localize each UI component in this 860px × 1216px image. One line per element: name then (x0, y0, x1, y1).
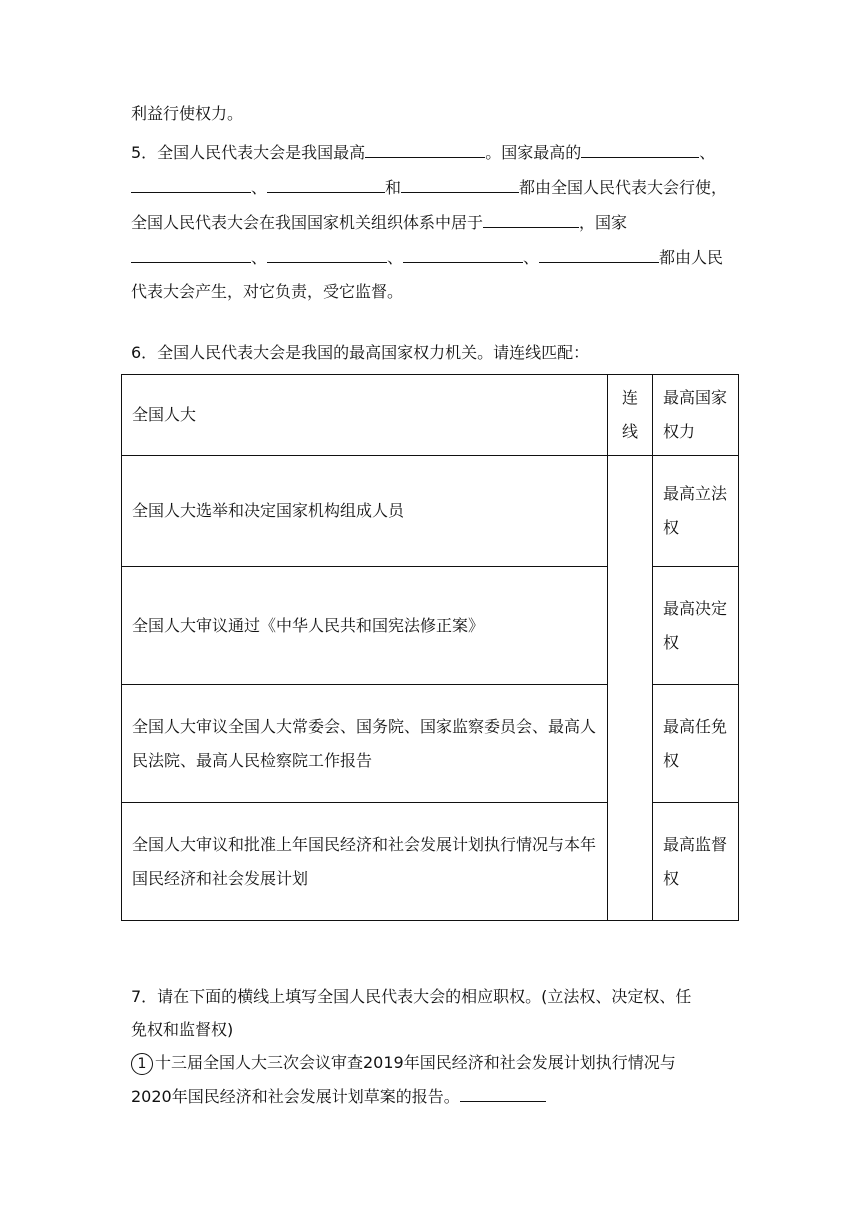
matching-line-area[interactable] (608, 456, 653, 921)
row-item-right: 最高任免权 (653, 685, 739, 803)
q5-line-2: 、 和 都由全国人民代表大会行使， (131, 176, 727, 199)
matching-table (121, 374, 739, 921)
row-item-left: 全国人大审议全国人大常委会、国务院、国家监察委员会、最高人民法院、最高人民检察院工作报告 (122, 685, 608, 803)
q5-blank-8[interactable] (267, 246, 387, 263)
q5-blank-3[interactable] (131, 176, 251, 193)
q5-line-4: 、 、 、 都由人民 (131, 246, 723, 269)
q5-blank-10[interactable] (539, 246, 659, 263)
q5-blank-6[interactable] (483, 211, 579, 228)
circled-number-marker: 1 (131, 1053, 153, 1075)
q5-line-1: 5．全国人民代表大会是我国最高 。国家最高的 、 (131, 143, 716, 162)
q7-item-1-line-1: 1 十三届全国人大三次会议审查2019年国民经济和社会发展计划执行情况与 (131, 1052, 676, 1075)
header-right: 最高国家权力 (653, 375, 739, 456)
row-item-left: 全国人大审议通过《中华人民共和国宪法修正案》 (122, 567, 608, 685)
q5-blank-9[interactable] (403, 246, 523, 263)
row-item-right: 最高立法权 (653, 456, 739, 567)
q5-blank-2[interactable] (581, 141, 699, 158)
row-item-right: 最高监督权 (653, 803, 739, 921)
q5-blank-5[interactable] (401, 176, 519, 193)
header-left: 全国人大 (122, 375, 608, 456)
table-header-row (122, 375, 739, 456)
row-item-left: 全国人大选举和决定国家机构组成人员 (122, 456, 608, 567)
q5-blank-4[interactable] (267, 176, 385, 193)
q7-prompt-line-2: 免权和监督权) (131, 1020, 234, 1039)
q5-line-3: 全国人民代表大会在我国国家机关组织体系中居于 ，国家 (131, 213, 628, 232)
q6-prompt: 6．全国人民代表大会是我国的最高国家权力机关。请连线匹配： (131, 343, 590, 362)
header-middle: 连线 (608, 375, 653, 456)
q5-blank-1[interactable] (365, 141, 485, 158)
q5-line-5: 代表大会产生，对它负责，受它监督。 (131, 282, 404, 301)
q7-item-1-line-2: 2020年国民经济和社会发展计划草案的报告。 (131, 1085, 546, 1108)
table-row (122, 456, 739, 567)
q7-answer-blank-1[interactable] (460, 1085, 546, 1102)
q5-blank-7[interactable] (131, 246, 251, 263)
row-item-right: 最高决定权 (653, 567, 739, 685)
row-item-left: 全国人大审议和批准上年国民经济和社会发展计划执行情况与本年国民经济和社会发展计划 (122, 803, 608, 921)
q7-prompt-line-1: 7．请在下面的横线上填写全国人民代表大会的相应职权。(立法权、决定权、任 (131, 987, 692, 1006)
previous-answer-tail: 利益行使权力。 (131, 104, 244, 123)
